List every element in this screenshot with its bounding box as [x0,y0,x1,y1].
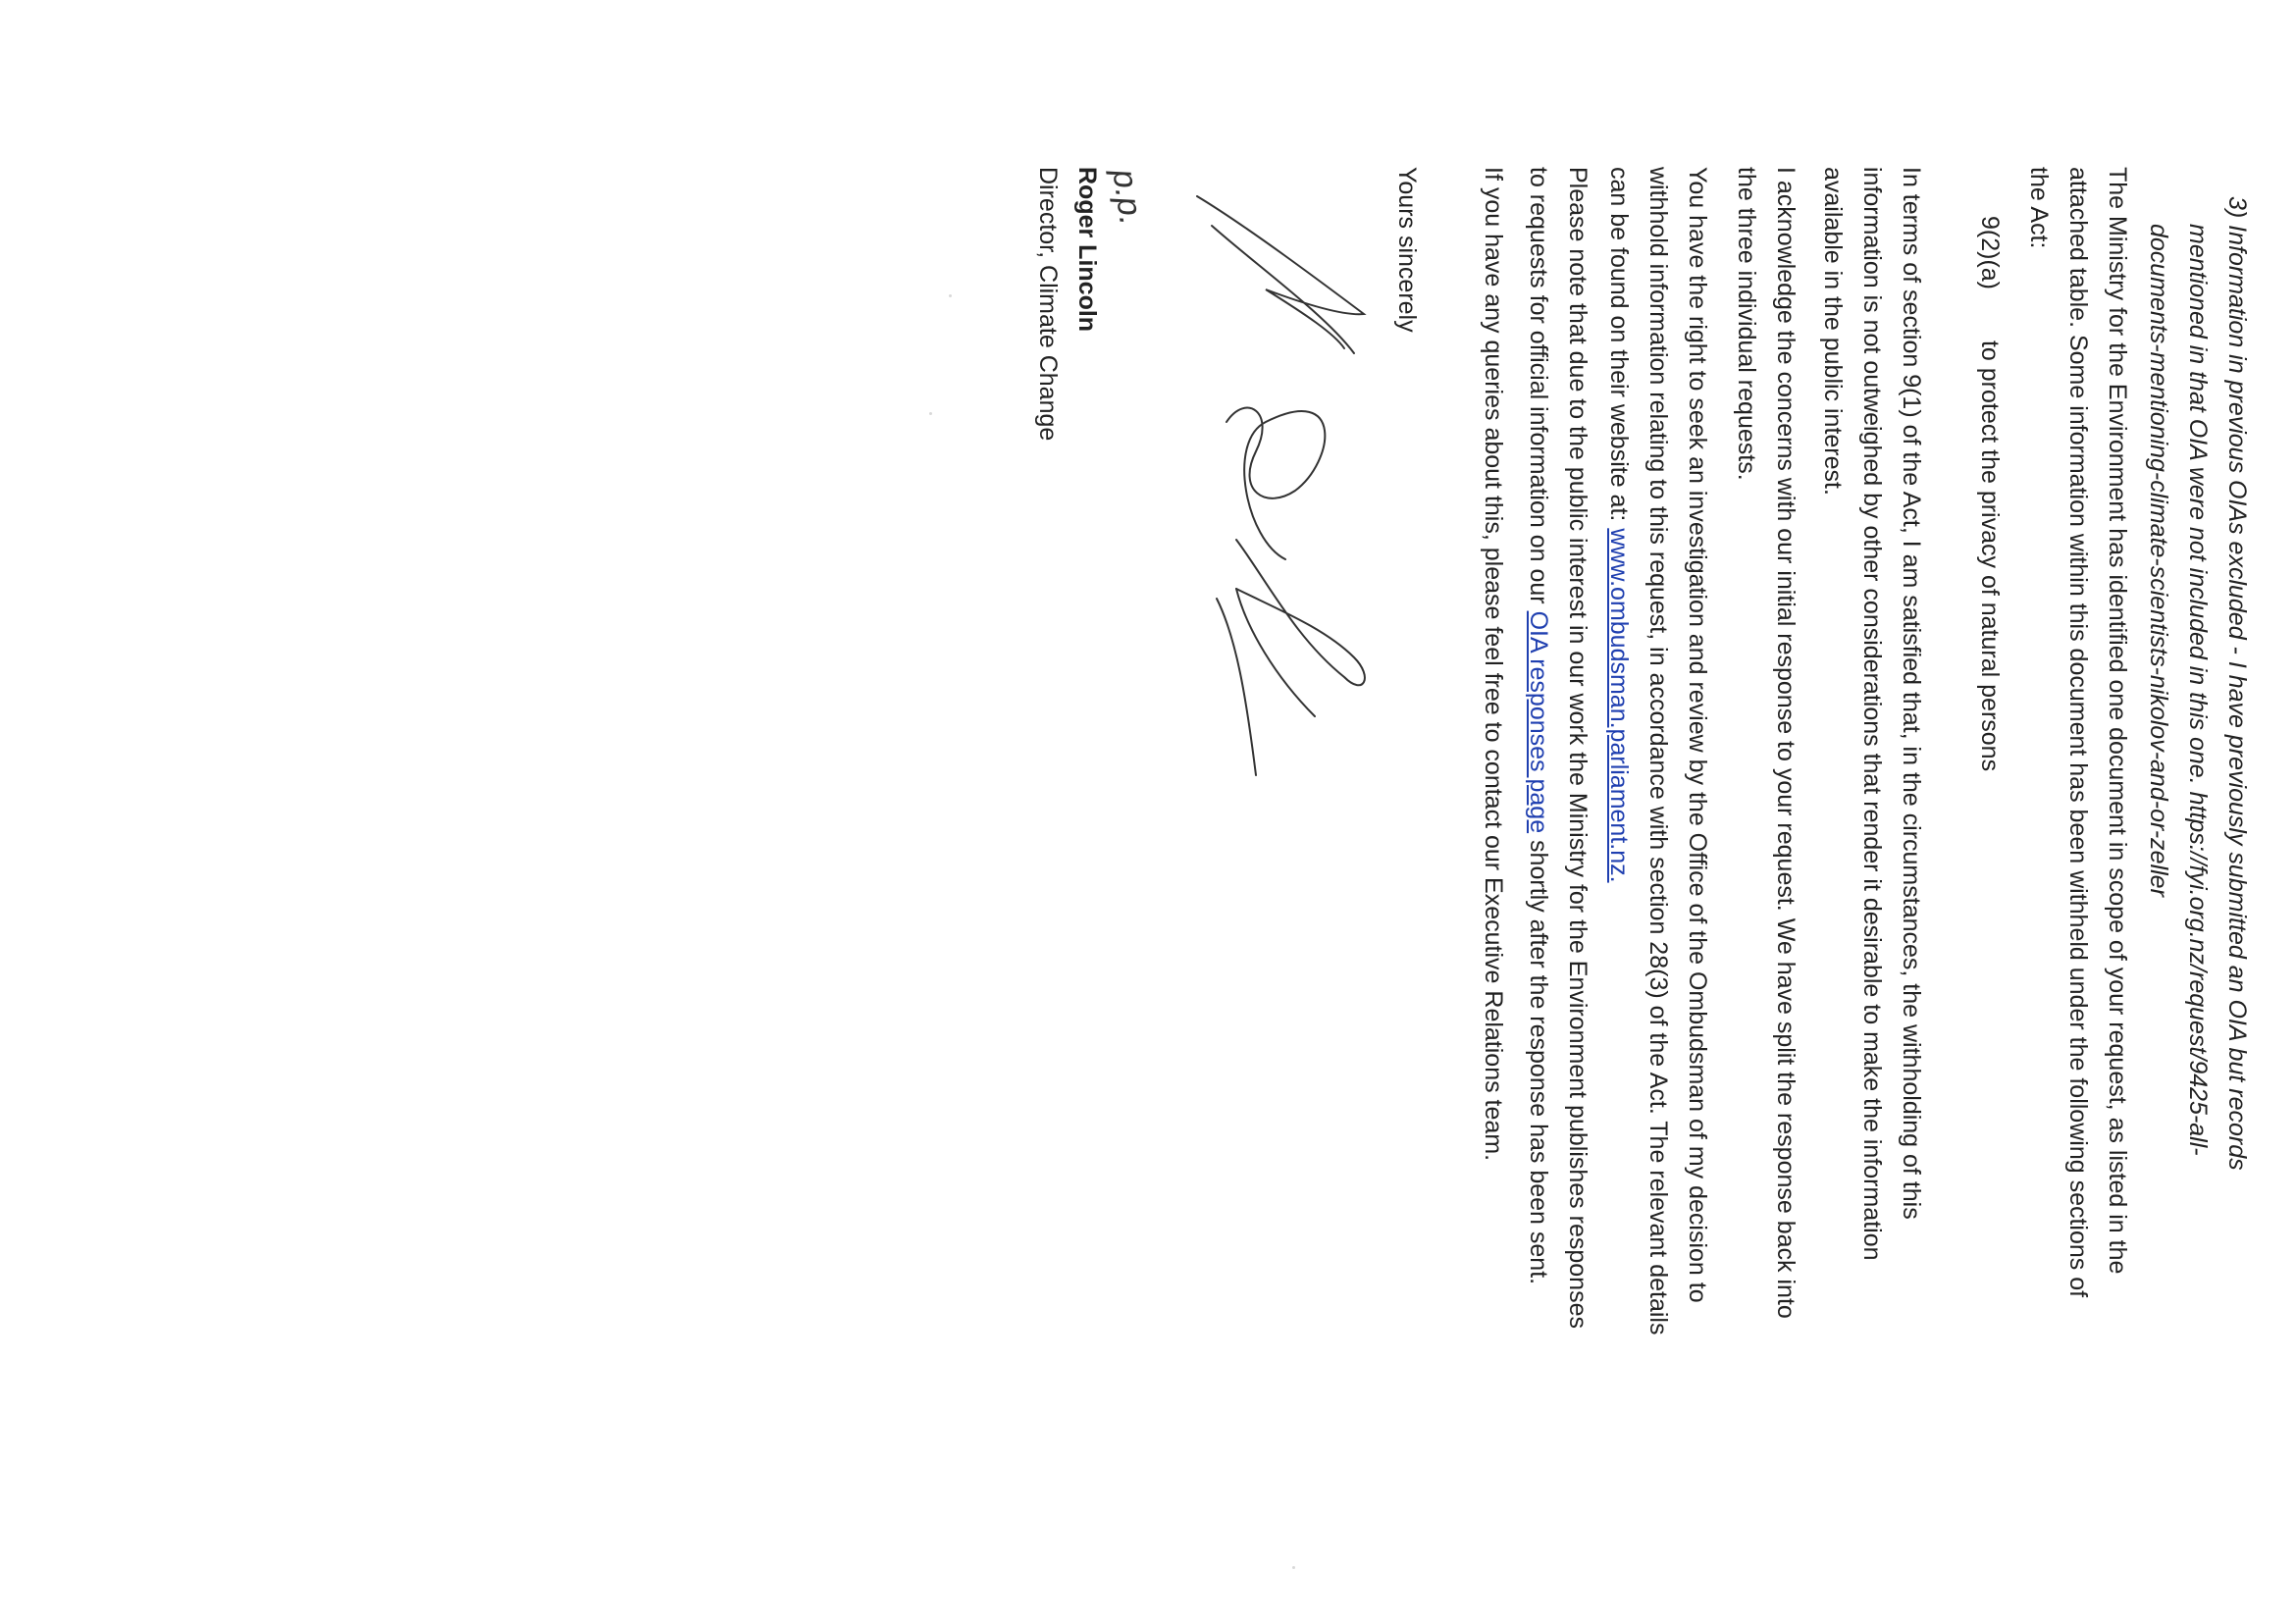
signature-pp: p.p. [1105,167,1150,228]
ombudsman-line-3-text: can be found on their website at: [1605,167,1633,529]
ombudsman-website-link[interactable]: www.ombudsman.parliament.nz. [1605,528,1633,883]
public-interest-line-2: information is not outweighed by other considerations that render it desirable to make the information [1858,167,1886,1261]
acknowledge-line-2: the three individual requests. [1733,167,1760,481]
scan-speck [949,294,952,297]
ombudsman-line-3 [1599,167,1639,1335]
publish-line-2-prefix: to requests for official information on our [1525,167,1552,611]
item-3-line-3: documents-mentioning-climate-scientists-nikolov-and-or-zeller [2145,224,2172,897]
signatory-name: Roger Lincoln [1073,167,1101,333]
ombudsman-line-1: You have the right to seek an investigation and review by the Office of the Ombudsman of my decision to [1684,167,1711,1303]
scan-speck [929,412,932,415]
item-3-line-2: mentioned in that OIA were not included in this one. https://fyi.org.nz/request/9425-all- [2184,224,2212,1156]
withholding-section-code: 9(2)(a) [1976,216,2004,290]
queries-paragraph: If you have any queries about this, please feel free to contact our Executive Relations team. [1480,167,1507,1162]
acknowledge-line-1: I acknowledge the concerns with our initial response to your request. We have split the response back into [1772,167,1800,1319]
ombudsman-line-2: withhold information relating to this request, in accordance with section 28(3) of the Act. The relevant details [1644,167,1672,1335]
signatory-title: Director, Climate Change [1034,167,1062,442]
acknowledge-paragraph [1727,167,1805,1319]
publish-line-2 [1519,167,1558,1329]
withholding-intro-paragraph [2019,167,2137,1297]
withholding-intro-line-3: the Act: [2025,167,2053,249]
withholding-ground [1970,216,2009,771]
item-3-line-1: 3) Information in previous OIAs excluded - I have previously submitted an OIA but records [2223,196,2251,1171]
oia-responses-page-link[interactable]: OIA responses page [1525,610,1552,834]
publish-line-2-suffix: shortly after the response has been sent. [1525,833,1552,1285]
closing-salutation: Yours sincerely [1393,167,1421,333]
public-interest-line-3: available in the public interest. [1819,167,1847,496]
scan-speck [1292,1566,1295,1569]
item-3 [2139,196,2257,1171]
public-interest-line-1: In terms of section 9(1) of the Act, I am satisfied that, in the circumstances, the withholding of this [1898,167,1925,1220]
publish-paragraph [1519,167,1597,1329]
publish-line-1: Please note that due to the public interest in our work the Ministry for the Environment publishes responses [1564,167,1592,1329]
handwritten-signature [1187,167,1383,854]
public-interest-paragraph [1813,167,1931,1261]
withholding-reason: to protect the privacy of natural persons [1976,340,2004,772]
ombudsman-paragraph [1599,167,1717,1335]
withholding-intro-line-2: attached table. Some information within this document has been withheld under the following sections of [2064,167,2092,1298]
withholding-intro-line-1: The Ministry for the Environment has identified one document in scope of your request, as listed in the [2104,167,2131,1275]
